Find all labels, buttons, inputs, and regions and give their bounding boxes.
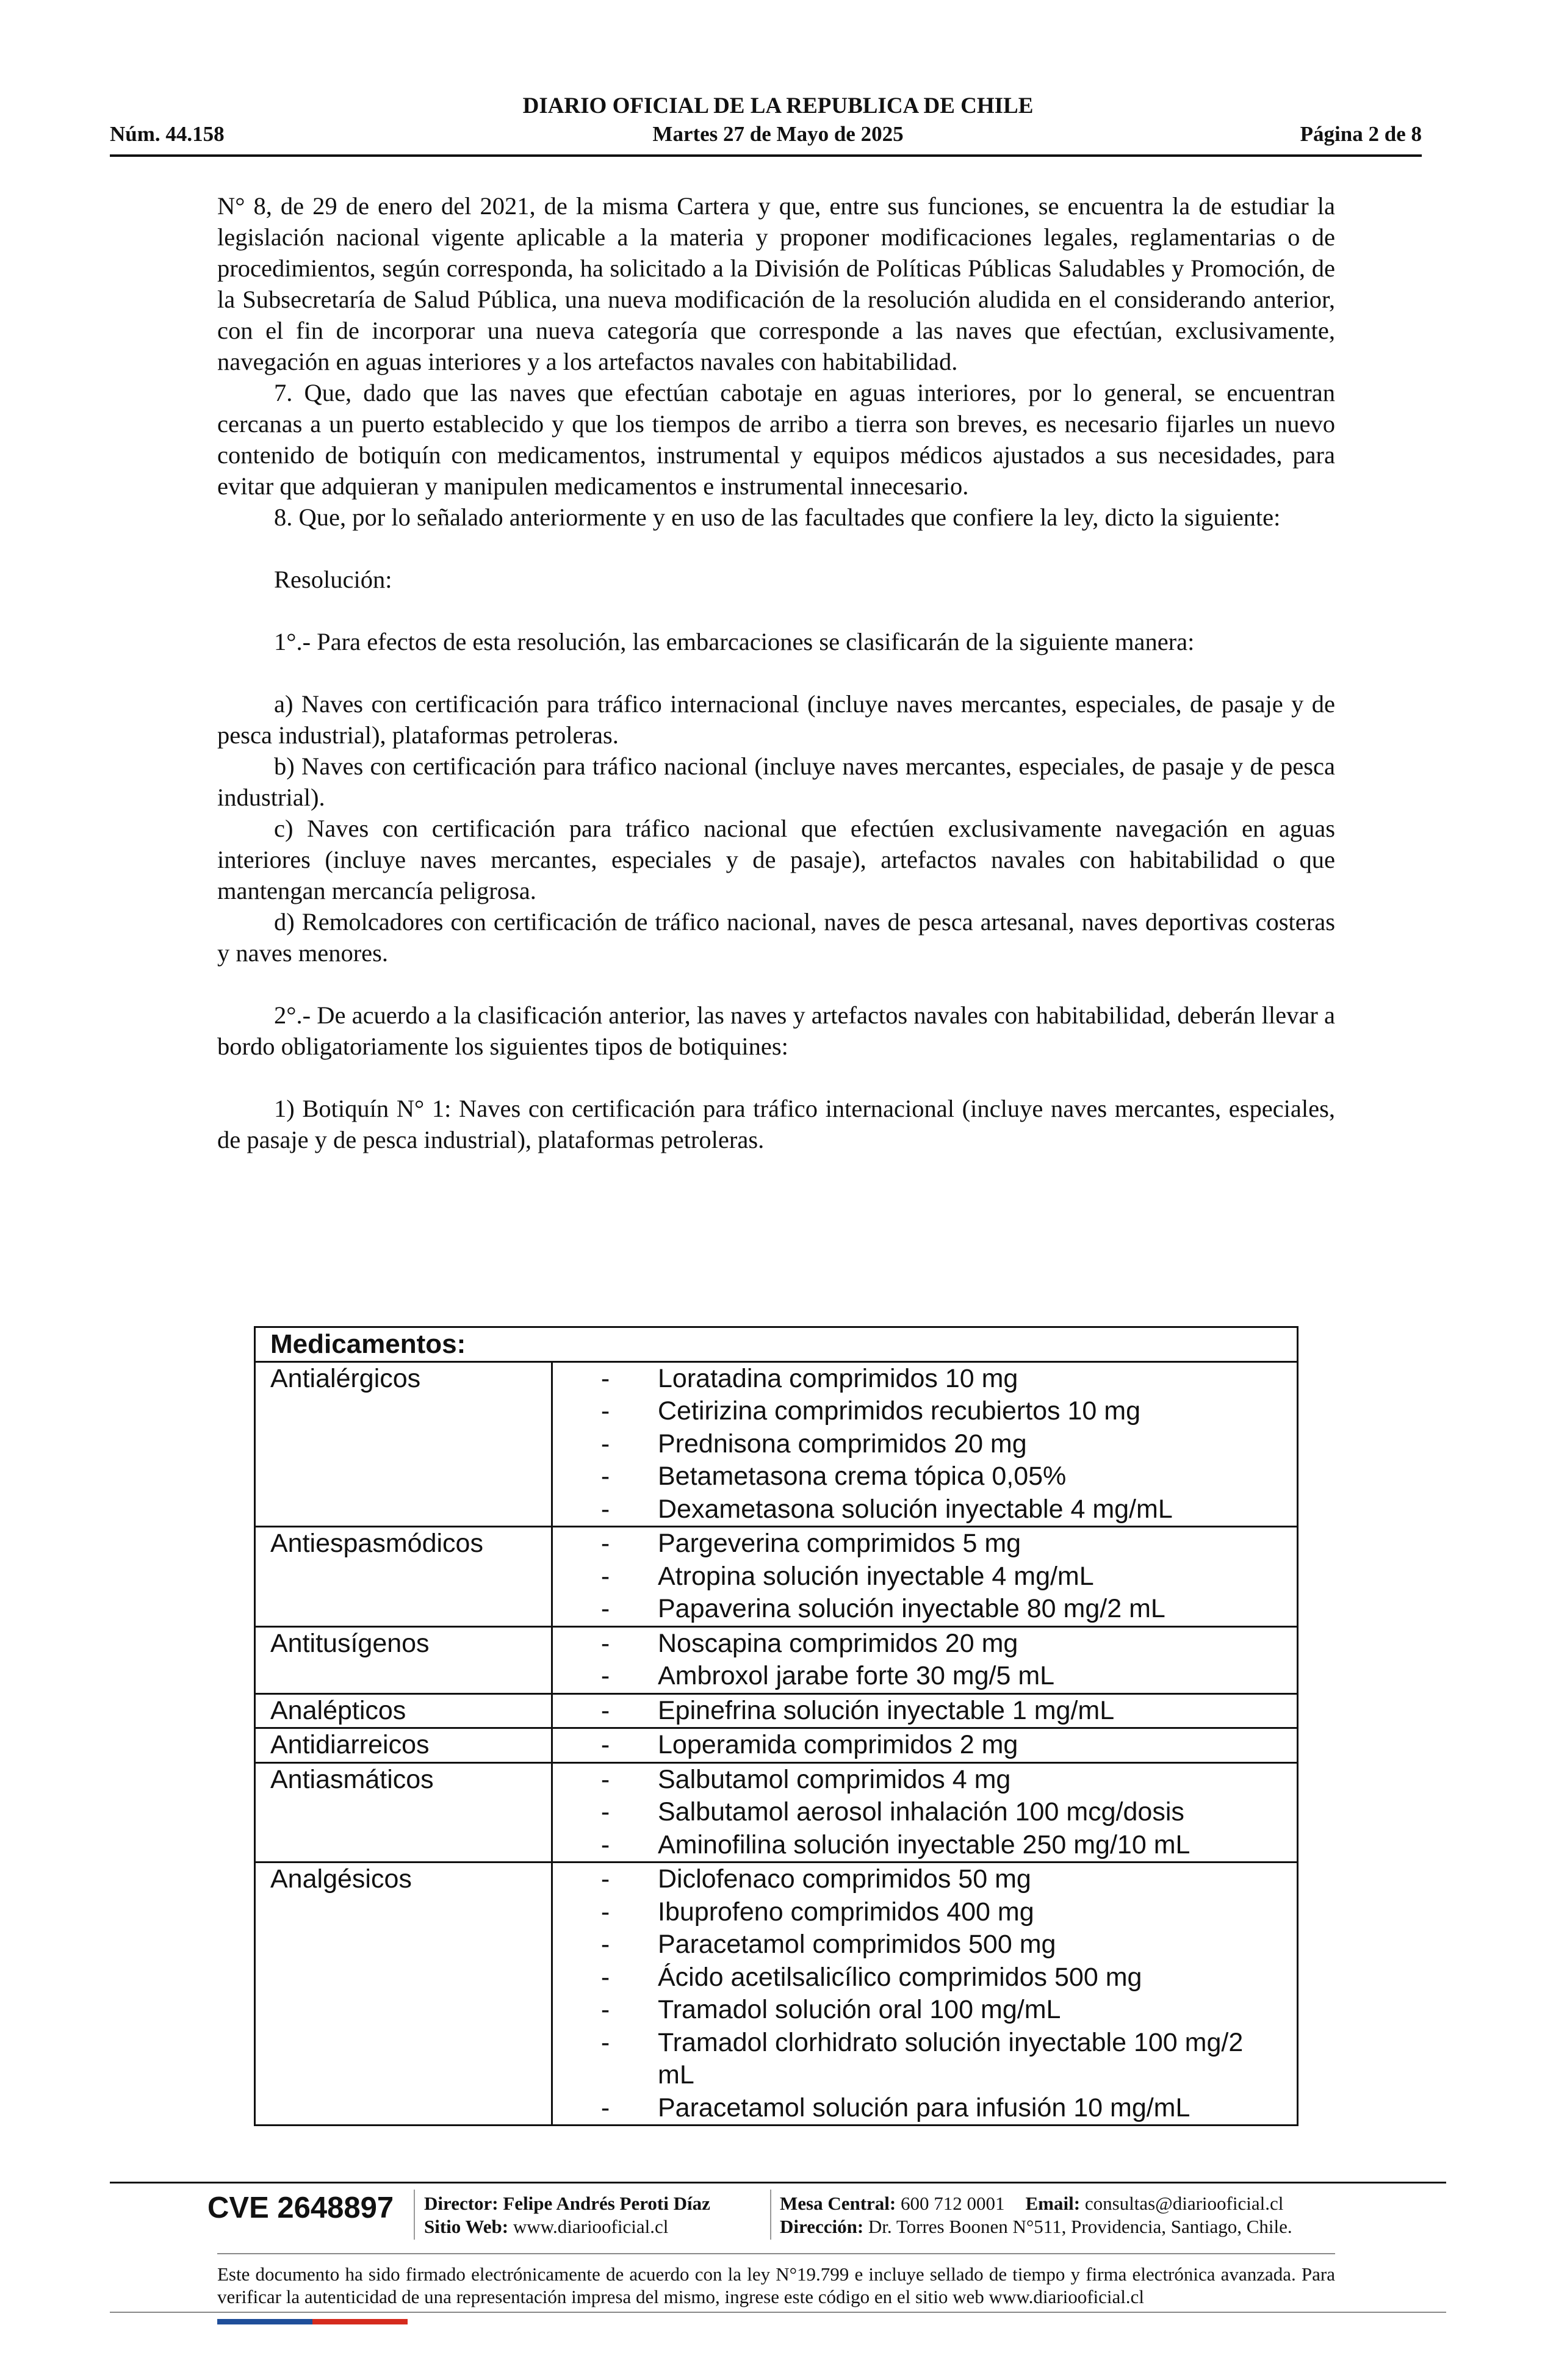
drugs-cell — [552, 1762, 1298, 1863]
classification-c: c) Naves con certificación para tráfico nacional que efectúen exclusivamente navegación en aguas interiores (incluye naves mercantes, especiales y de pasaje), artefactos navales con habitabilidad o que mantengan mercancía peligrosa. — [217, 815, 1335, 904]
drug-item — [553, 1729, 1297, 1762]
drug-name: Loratadina comprimidos 10 mg — [658, 1363, 1018, 1393]
drugs-cell — [552, 1863, 1298, 2126]
drugs-cell — [552, 1728, 1298, 1763]
footer-separator — [770, 2190, 771, 2240]
drug-item — [553, 1428, 1297, 1461]
email-label: Email: — [1025, 2193, 1081, 2214]
email-link[interactable]: consultas@diariooficial.cl — [1084, 2193, 1284, 2214]
bullet-dash: - — [600, 1594, 610, 1623]
resolution-heading: Resolución: — [274, 566, 392, 593]
drug-item — [553, 1994, 1297, 2027]
category-cell: Antialérgicos — [255, 1361, 552, 1527]
footer-contact-block — [780, 2192, 1292, 2238]
footer-director-block — [424, 2192, 710, 2238]
bullet-dash: - — [600, 1363, 610, 1393]
bullet-dash: - — [600, 1830, 610, 1859]
drug-name: Dexametasona solución inyectable 4 mg/mL — [658, 1494, 1173, 1524]
table-row — [255, 1863, 1298, 2126]
footer-separator — [414, 2190, 415, 2240]
drug-item — [553, 1863, 1297, 1896]
paragraph-continuation: N° 8, de 29 de enero del 2021, de la misma Cartera y que, entre sus funciones, se encuentra la de estudiar la legislación nacional vigente aplicable a la materia y proponer modificaciones legales, reglamentarias o de procedimientos, según corresponda, ha solicitado a la División de Políticas Públicas Saludables y Promoción, de la Subsecretaría de Salud Pública, una nueva modificación de la resolución aludida en el considerando anterior, con el fin de incorporar una nueva categoría que corresponde a las naves que efectúan, exclusivamente, navegación en aguas interiores y a los artefactos navales con habitabilidad. — [217, 192, 1335, 375]
drug-item — [553, 1460, 1297, 1493]
drug-item — [553, 2092, 1297, 2125]
classification-d: d) Remolcadores con certificación de tráfico nacional, naves de pesca artesanal, naves deportivas costeras y naves menores. — [217, 908, 1335, 967]
bullet-dash: - — [600, 2027, 610, 2057]
drug-name: Diclofenaco comprimidos 50 mg — [658, 1864, 1031, 1894]
issue-number: Núm. 44.158 — [110, 122, 225, 146]
bullet-dash: - — [600, 1462, 610, 1491]
classification-a: a) Naves con certificación para tráfico internacional (incluye naves mercantes, especiales, de pasaje y de pesca industrial), plataformas petroleras. — [217, 690, 1335, 749]
category-cell: Antiespasmódicos — [255, 1527, 552, 1627]
website-label: Sitio Web: — [424, 2216, 509, 2237]
document-body — [217, 190, 1335, 1155]
drug-name: Prednisona comprimidos 20 mg — [658, 1429, 1027, 1459]
table-row — [255, 1728, 1298, 1763]
bullet-dash: - — [600, 1628, 610, 1658]
table-body — [255, 1361, 1298, 2126]
drug-name: Salbutamol aerosol inhalación 100 mcg/dosis — [658, 1797, 1184, 1826]
drug-item — [553, 1764, 1297, 1797]
flag-stripe — [217, 2319, 408, 2324]
drug-item — [553, 1796, 1297, 1829]
drug-name: Tramadol solución oral 100 mg/mL — [658, 1995, 1061, 2024]
bullet-dash: - — [600, 1561, 610, 1591]
classification-b: b) Naves con certificación para tráfico nacional (incluye naves mercantes, especiales, de pasaje y de pesca industrial). — [217, 752, 1335, 811]
issue-date: Martes 27 de Mayo de 2025 — [652, 122, 904, 146]
bullet-dash: - — [600, 1864, 610, 1894]
table-header: Medicamentos: — [255, 1327, 1298, 1362]
legal-notice: Este documento ha sido firmado electrónicamente de acuerdo con la ley N°19.799 e incluye sellado de tiempo y firma electrónica avanzada. Para verificar la autenticidad de una representación impresa del mismo, ingrese este código en el sitio web www.diariooficial.cl — [217, 2263, 1335, 2307]
address-label: Dirección: — [780, 2216, 864, 2237]
drug-item — [553, 1660, 1297, 1693]
table-row — [255, 1693, 1298, 1728]
bullet-dash: - — [600, 1661, 610, 1690]
drug-item — [553, 1363, 1297, 1396]
drug-item — [553, 1593, 1297, 1626]
drug-name: Ácido acetilsalicílico comprimidos 500 mg — [658, 1962, 1142, 1992]
bullet-dash: - — [600, 1429, 610, 1459]
category-cell: Antidiarreicos — [255, 1728, 552, 1763]
flag-red-segment — [312, 2319, 408, 2324]
article-2: 2°.- De acuerdo a la clasificación anterior, las naves y artefactos navales con habitabilidad, deberán llevar a bordo obligatoriamente los siguientes tipos de botiquines: — [217, 1001, 1335, 1060]
category-cell: Antitusígenos — [255, 1626, 552, 1693]
drug-name: Ambroxol jarabe forte 30 mg/5 mL — [658, 1661, 1055, 1690]
bullet-dash: - — [600, 1995, 610, 2024]
botiquin-1: 1) Botiquín N° 1: Naves con certificación para tráfico internacional (incluye naves mercantes, especiales, de pasaje y de pesca industrial), plataformas petroleras. — [217, 1095, 1335, 1153]
website-link[interactable]: www.diariooficial.cl — [513, 2216, 669, 2237]
drug-item — [553, 1527, 1297, 1560]
footer-divider-bottom — [110, 2312, 1446, 2313]
drug-name: Salbutamol comprimidos 4 mg — [658, 1764, 1011, 1794]
drug-item — [553, 2027, 1297, 2092]
drug-name: Aminofilina solución inyectable 250 mg/10 mL — [658, 1830, 1190, 1859]
bullet-dash: - — [600, 1930, 610, 1959]
bullet-dash: - — [600, 1494, 610, 1524]
bullet-dash: - — [600, 2093, 610, 2122]
medications-table — [254, 1326, 1298, 2126]
mesa-phone: 600 712 0001 — [901, 2193, 1005, 2214]
drug-name: Pargeverina comprimidos 5 mg — [658, 1529, 1021, 1558]
table-header-row — [255, 1327, 1298, 1362]
mesa-label: Mesa Central: — [780, 2193, 896, 2214]
bullet-dash: - — [600, 1529, 610, 1558]
table-row — [255, 1762, 1298, 1863]
drug-name: Paracetamol comprimidos 500 mg — [658, 1930, 1056, 1959]
drug-item — [553, 1628, 1297, 1661]
drug-name: Papaverina solución inyectable 80 mg/2 mL — [658, 1594, 1165, 1623]
drug-name: Loperamida comprimidos 2 mg — [658, 1730, 1018, 1759]
director-label: Director: — [424, 2193, 499, 2214]
category-cell: Antiasmáticos — [255, 1762, 552, 1863]
drugs-cell — [552, 1626, 1298, 1693]
table-row — [255, 1626, 1298, 1693]
article-1: 1°.- Para efectos de esta resolución, las embarcaciones se clasificarán de la siguiente manera: — [274, 628, 1195, 655]
drug-item — [553, 1829, 1297, 1862]
header-divider — [110, 154, 1422, 157]
page-number: Página 2 de 8 — [1300, 122, 1422, 146]
paragraph-considerando-7: 7. Que, dado que las naves que efectúan cabotaje en aguas interiores, por lo general, se encuentran cercanas a un puerto establecido y que los tiempos de arribo a tierra son breves, es necesario fijarles un nuevo contenido de botiquín con medicamentos, instrumental y equipos médicos ajustados a sus necesidades, para evitar que adquieran y manipulen medicamentos e instrumental innecesario. — [217, 379, 1335, 500]
table-row — [255, 1527, 1298, 1627]
category-cell: Analgésicos — [255, 1863, 552, 2126]
drug-name: Epinefrina solución inyectable 1 mg/mL — [658, 1695, 1115, 1725]
drug-name: Tramadol clorhidrato solución inyectable 100 mg/2 mL — [658, 2027, 1244, 2090]
director-name: Felipe Andrés Peroti Díaz — [503, 2193, 710, 2214]
newspaper-title: DIARIO OFICIAL DE LA REPUBLICA DE CHILE — [522, 93, 1034, 118]
footer-divider-mid — [217, 2253, 1335, 2254]
footer-divider — [110, 2182, 1446, 2183]
drug-item — [553, 1896, 1297, 1929]
drugs-cell — [552, 1361, 1298, 1527]
drug-item — [553, 1928, 1297, 1961]
bullet-dash: - — [600, 1396, 610, 1426]
drug-item — [553, 1560, 1297, 1593]
table-row — [255, 1361, 1298, 1527]
drug-name: Betametasona crema tópica 0,05% — [658, 1462, 1067, 1491]
bullet-dash: - — [600, 1962, 610, 1992]
drug-name: Paracetamol solución para infusión 10 mg/mL — [658, 2093, 1190, 2122]
drug-item — [553, 1493, 1297, 1526]
drugs-cell — [552, 1693, 1298, 1728]
drug-item — [553, 1695, 1297, 1728]
drug-item — [553, 1961, 1297, 1994]
bullet-dash: - — [600, 1730, 610, 1759]
address-value: Dr. Torres Boonen N°511, Providencia, Santiago, Chile. — [868, 2216, 1292, 2237]
flag-blue-segment — [217, 2319, 312, 2324]
bullet-dash: - — [600, 1764, 610, 1794]
drugs-cell — [552, 1527, 1298, 1627]
paragraph-considerando-8: 8. Que, por lo señalado anteriormente y en uso de las facultades que confiere la ley, dicto la siguiente: — [274, 503, 1281, 531]
bullet-dash: - — [600, 1897, 610, 1927]
drug-name: Cetirizina comprimidos recubiertos 10 mg — [658, 1396, 1141, 1426]
bullet-dash: - — [600, 1695, 610, 1725]
drug-name: Atropina solución inyectable 4 mg/mL — [658, 1561, 1094, 1591]
cve-code: CVE 2648897 — [207, 2191, 394, 2224]
drug-item — [553, 1395, 1297, 1428]
bullet-dash: - — [600, 1797, 610, 1826]
drug-name: Noscapina comprimidos 20 mg — [658, 1628, 1018, 1658]
drug-name: Ibuprofeno comprimidos 400 mg — [658, 1897, 1034, 1927]
category-cell: Analépticos — [255, 1693, 552, 1728]
